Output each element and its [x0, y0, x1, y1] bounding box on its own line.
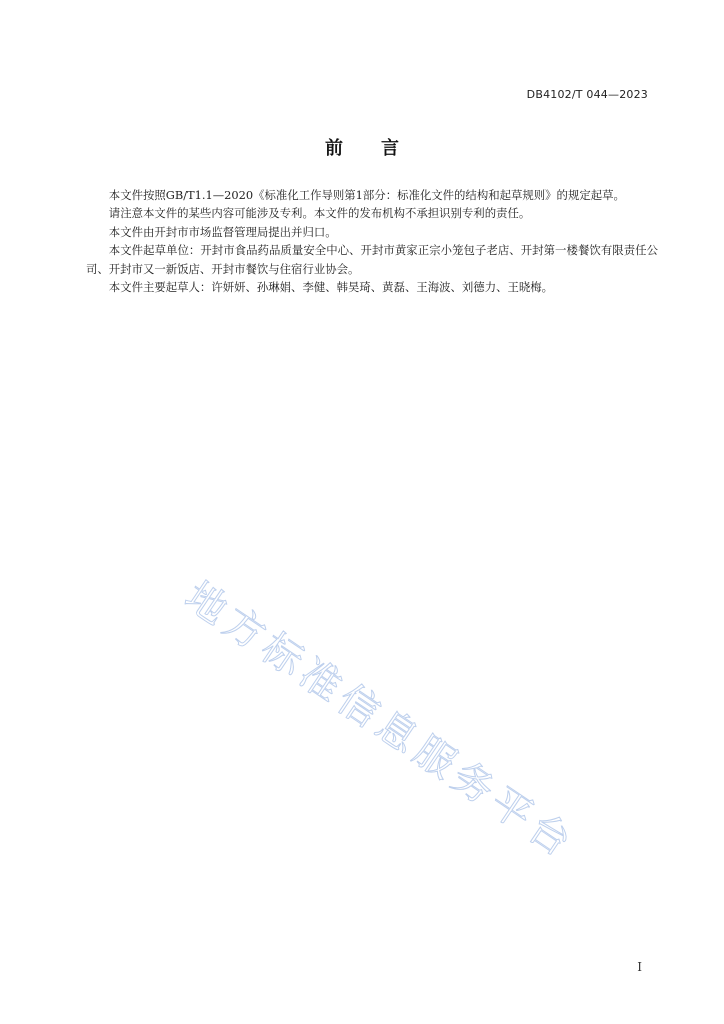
standard-code: DB4102/T 044—2023 [526, 88, 648, 101]
page-number: I [637, 960, 642, 974]
paragraph-drafting-rules: 本文件按照GB/T1.1—2020《标准化工作导则第1部分：标准化文件的结构和起草规则》的规定起草。 [108, 188, 625, 202]
foreword-body [86, 186, 658, 296]
paragraph-drafters: 本文件主要起草人：许妍妍、孙琳娟、李健、韩昊琦、黄磊、王海波、刘德力、王晓梅。 [108, 280, 554, 295]
watermark: 地方标准信息服务平台 [176, 573, 584, 869]
paragraph-proposer: 本文件由开封市市场监督管理局提出并归口。 [108, 224, 337, 239]
paragraph-drafting-units: 本文件起草单位：开封市食品药品质量安全中心、开封市黄家正宗小笼包子老店、开封第一楼餐饮有限责任公司、开封市又一新饭店、开封市餐饮与住宿行业协会。 [86, 243, 658, 276]
page-title: 前言 [325, 138, 437, 159]
paragraph-patent-notice: 请注意本文件的某些内容可能涉及专利。本文件的发布机构不承担识别专利的责任。 [108, 206, 531, 221]
